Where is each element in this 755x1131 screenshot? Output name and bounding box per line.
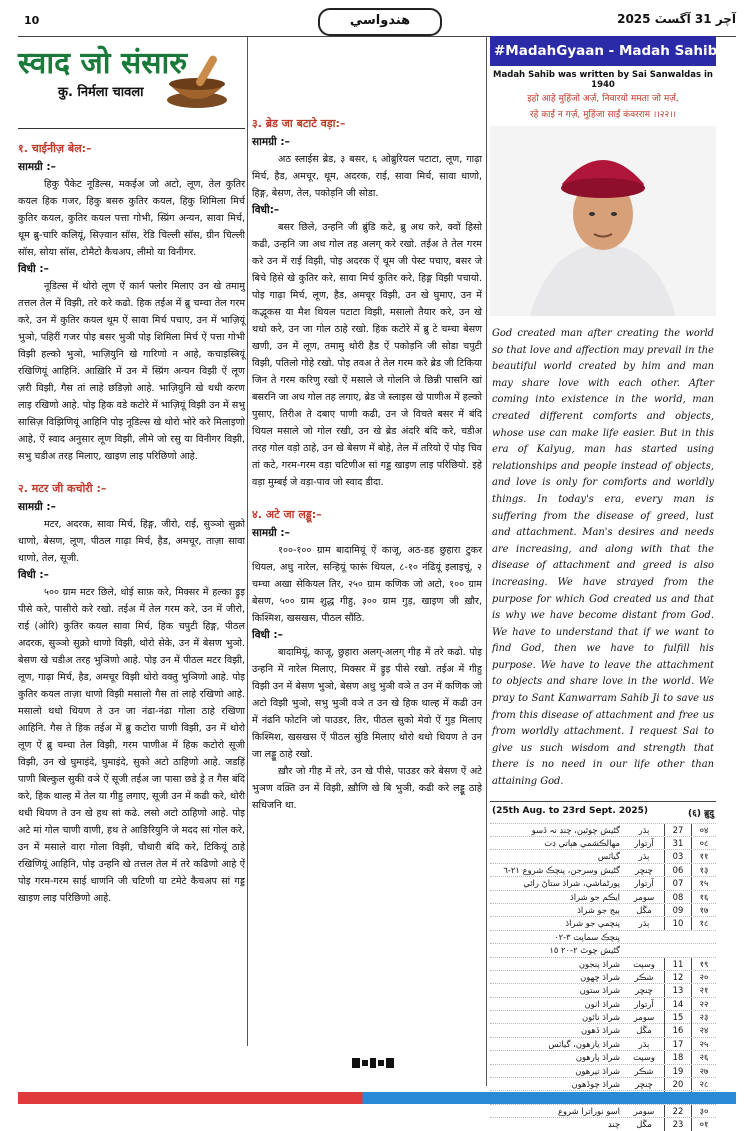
- issue-date: آچر 31 آگسٽ 2025: [617, 12, 736, 26]
- method-text: बादामियूं, काजू, छुहारा अलग्-अलग् गीह में तरे कढो. पोइ उन्हनि में नारेल मिलाए, मिक्सर में ड्रुइ पीसे रखो. तईअ में गीहु विझी उन में बेसण भुञो, बेसण अधु भुञी वञे त उन में कणिक जो अटो विझी भुञो, सभु भुञी वञे त उन खे हिक थाल्ह में कढी उन में नंढनि फोटनि जो पाउडर, तिर, पीठल सुको मेवो ऐं गुड़ मिलाए किश्मिश, खसखस ऐं पीठल सुंडि मिलाए थोरो थधो थियण ते उन जा लड्डू ठाहे रखो.: [252, 647, 482, 760]
- calendar-weekday: مڱل: [636, 904, 652, 915]
- sidebar-banner: #MadahGyaan - Madah Sahib Arth: [490, 36, 716, 66]
- calendar-event: ٻيج جو شراڌ: [577, 904, 620, 915]
- calendar-weekday: سومر: [633, 891, 655, 902]
- calendar-sindhi-date: २३: [699, 1012, 709, 1023]
- ingredients-label: सामग्री :–: [252, 136, 290, 148]
- calendar-sindhi-date: १७: [699, 904, 709, 915]
- calendar-row: [490, 1117, 716, 1130]
- calendar-row: [490, 1077, 716, 1090]
- calendar-header: [490, 802, 716, 823]
- calendar-english-date: 20: [664, 1078, 692, 1090]
- sindhi-verse-line-2: रहे काई न गर्ज़, मुहिंजा साईं कंवरराम ।।२२।।: [529, 110, 677, 120]
- calendar-event: گڻيش چوٿين، چنڊ نہ ڏسو: [531, 824, 620, 835]
- calendar-event: مهالڪشمي هٻاتي ڊٺ: [544, 838, 620, 849]
- calendar-sindhi-date: २४: [699, 1025, 709, 1036]
- calendar-row: [490, 1050, 716, 1063]
- calendar-english-date: 31: [664, 837, 692, 849]
- calendar-event: شراڌ ستون: [579, 985, 620, 996]
- calendar-event: شراڌ تيرهون: [575, 1065, 620, 1076]
- calendar-event: چنڊ: [607, 1119, 620, 1130]
- ingredients-text: १००-१०० ग्राम बादामियूं ऐं काजू, अठ-डह छुहारा टुकर थियल, अधु नारेल, सन्हियूं फारूं थियल, ८-१० नंढियूं इलाइचूं, २ चम्चा अखा सेकियल तिर, २५० ग्राम कणिक जो अटो, १०० ग्राम बेसण, ५०० ग्राम शुद्ध गीहु, ३०० ग्राम गुड़, खाइण जी ख़ौर, किश्मिश, खसखस, पीठल सौंठि.: [252, 545, 482, 624]
- calendar-sindhi-date: ०८: [699, 838, 709, 849]
- calendar-weekday: ٻڌر: [638, 851, 650, 862]
- ingredients-text: अठ स्लाईस ब्रेड, ३ बसर, ६ ओब्रुरियल पटाटा, लूण, गाढ़ा मिर्च, हैड, अमचूर, थूम, अदरक, राई, सावा मिर्च, सावा धाणो, हिङ्ग, बेसण, तेल, पकोड़नि जी सोडा.: [252, 154, 482, 199]
- method-text: बसर छिले, उन्हनि जी ब्रुंडि कटे, ब्रु अध करे, क्वों हिसो कढी, उन्हनि जा अध गोल तह अलग् करे रखो. तईअ ते तेल गरम करे उन में राई विझी, पोइ अदरक ऐं थूम जी पेस्ट पचाए, बसर जे बिचे हिसे खे कुतिर करे, सावा मिर्च कुतिर करे, हिङ्ग विझी पचायो. पोइ गाढ़ा मिर्च, लूण, हैड, अमचूर विझी, उन खे घुमाए, उन में कद्भूकस या मैश थियल पटाटा विझी, मसालो तैयार करे, उन खे थधो करे, उन जा गोल ठाहे रखो. हिक कटोरे में ब्रु टे चम्चा बेसण खणी, उन में लूण, तमामु थोरी हैड ऐं पकोड़नि जी सोडा चपुटी विझी, पतिलो गोहे रखो. पोइ तवअ ते तेल गरम करे ब्रेड जी टिकिया जिन ते गरम करिणु रखो ऐं मसाले जे गोलनि जे छिन्नी पासनि खां बसरनि जा अध गोल तह लगाए, ब्रेड जे स्लाइस खे पाणीअ में हल्को पुसाए, तिरीअ ते दबाए पाणी कढी, उन जे विचते बसर में बंदि थियल मसाले जो गोल रखी, उन खे ब्रेड अंदरि बंदि करे, चडीअ तरह गोल वड़ो ठाहे, उन खे बेसण में बोहे, तेल में तरियो ऐं पोइ चिव तां कटे, गरम-गरम वड़ा चटिणीअ सां गड्ड खाइण लाइ परिछियो. इहे वड़ा मुम्बई जे वड़ा-पाव जो स्वाद डीदा.: [252, 222, 483, 488]
- page-header: [18, 6, 736, 36]
- calendar-english-date: 08: [664, 891, 692, 903]
- calendar-row: [490, 903, 716, 916]
- title-rule: [18, 128, 245, 129]
- calendar-sindhi-date: ०४: [699, 824, 709, 835]
- calendar-english-date: 18: [664, 1051, 692, 1063]
- calendar-event: اسو نوراترا شروع: [558, 1105, 620, 1116]
- calendar-range: (25th Aug. to 23rd Sept. 2025): [492, 805, 649, 816]
- calendar-weekday: ٻڌر: [638, 1038, 650, 1049]
- calendar-sindhi-date: ३०: [699, 1105, 709, 1116]
- section-heading: २. मटर जी कचोरी :–: [18, 482, 107, 495]
- calendar-weekday: ڇنڇر: [635, 1079, 653, 1090]
- calendar-event: شراڌ اٺون: [584, 998, 620, 1009]
- calendar-english-date: 12: [664, 971, 692, 983]
- saint-portrait-image: [490, 126, 716, 316]
- calendar-row: [490, 823, 716, 836]
- calendar-english-date: 22: [664, 1105, 692, 1117]
- method-label: विधी :–: [252, 629, 283, 641]
- calendar-row: [490, 1064, 716, 1077]
- mortar-pestle-icon: [159, 50, 239, 110]
- calendar-event: شراڌ ڏهون: [581, 1025, 620, 1036]
- calendar-english-date: 09: [664, 904, 692, 916]
- article-column-2: [252, 36, 482, 1036]
- ingredients-text: मटर, अदरक, सावा मिर्च, हिङ्ग, जीरो, राई, सुञ्ञो सुक्रो धाणो, बेसण, लूण, पीठल गाढ़ा मिर्च, हैड, अमचूर, ताज़ा सावा धाणो, तेल, सूजी.: [18, 519, 245, 564]
- article-title: स्वाद जो संसारु: [18, 46, 188, 81]
- calendar-english-date: 13: [664, 984, 692, 996]
- calendar-event: پنچڪ سماپت ٣-٠٢: [554, 931, 620, 942]
- calendar-row: [490, 970, 716, 983]
- calendar-sindhi-date: १३: [699, 864, 709, 875]
- calendar-weekday: آرتوار: [634, 838, 654, 849]
- calendar-row: [490, 890, 716, 903]
- calendar-event: پنچمي جو شراڌ: [565, 918, 620, 929]
- column-divider: [486, 36, 487, 1086]
- method-label: विधी :–: [18, 569, 49, 581]
- calendar-row: [490, 1037, 716, 1050]
- page-number: 10: [24, 14, 40, 27]
- calendar-weekday: وسپت: [633, 958, 655, 969]
- calendar-event: شراڌ چوڏهون: [571, 1079, 620, 1090]
- calendar-row: [490, 1023, 716, 1036]
- calendar-sindhi-date: २१: [699, 985, 709, 996]
- calendar-event: ايڪم جو شراڌ: [569, 891, 620, 902]
- calendar-english-date: 23: [664, 1118, 692, 1130]
- calendar-sindhi-date: २२: [699, 998, 709, 1009]
- calendar-row: [490, 876, 716, 889]
- calendar-weekday: آرتوار: [634, 998, 654, 1009]
- madah-credit: Madah Sahib was written by Sai Sanwaldas in 1940: [493, 70, 713, 90]
- method-text-continued: ख़ौर जो गीह में तरे, उन खे पीसे, पाउडर करे बेसण ऐं अटे भुञण वक़्ति उन में विझी, ख़ौणि खे बि भुञी, कढी करे लड्डू ठाहे सधिजनि था.: [252, 766, 482, 811]
- calendar-rows: [490, 823, 716, 1131]
- calendar-english-date: 03: [664, 850, 692, 862]
- calendar-row: [490, 916, 716, 929]
- calendar-event: گڻيش وسرجن، پنچڪ شروع ٢١-٦: [503, 864, 620, 875]
- calendar-sindhi-date: २८: [699, 1079, 709, 1090]
- end-ornament-icon: [350, 1056, 396, 1070]
- calendar-row: [490, 836, 716, 849]
- calendar-table: [490, 801, 716, 1131]
- calendar-sindhi-date: १६: [699, 891, 709, 902]
- calendar-sindhi-date: ११: [699, 851, 709, 862]
- calendar-sindhi-date: २५: [699, 1038, 709, 1049]
- calendar-weekday: سومر: [633, 1012, 655, 1023]
- calendar-weekday: ٻڌر: [638, 918, 650, 929]
- calendar-row: [490, 930, 716, 943]
- section-heading: ३. ब्रेड जा बटाटे वड़ा:–: [252, 117, 346, 130]
- calendar-weekday: سومر: [633, 1105, 655, 1116]
- calendar-english-date: 16: [664, 1024, 692, 1036]
- calendar-row: [490, 1104, 716, 1117]
- ingredients-label: सामग्री :–: [252, 527, 290, 539]
- calendar-sindhi-date: १९: [699, 958, 709, 969]
- calendar-sindhi-date: २६: [699, 1052, 709, 1063]
- calendar-weekday: ٻڌر: [638, 824, 650, 835]
- calendar-weekday: ڇنڇر: [635, 864, 653, 875]
- calendar-row: [490, 1010, 716, 1023]
- sindhi-verse-line-1: इहो आहे मुहिंजो अर्ज़, निवारयो ममता जो मर्ज़,: [527, 94, 679, 104]
- calendar-row: [490, 863, 716, 876]
- calendar-row: [490, 849, 716, 862]
- ingredients-label: सामग्री :–: [18, 161, 56, 173]
- ingredients-text: हिकु पैकेट नूडिल्स, मकईअ जो अटो, लूण, तेल कुतिर कयल हिक गजर, हिकु बसरु कुतिर कयल, हिकु शिमिला मिर्च कुतिर कयल, कुतिर कयल पत्ता गोभी, स्प्रिंग अन्यन, सावा मिर्च, थूम ब्रु-चारि कलियूं, सिज़्वान सॉस, रेडि चिल्ली सॉस, ग्रीन चिल्ली सॉस, सोया सॉस, टोमैटो कैचअप, लीमो या विनीगर.: [18, 179, 245, 258]
- calendar-sindhi-date: २७: [699, 1065, 709, 1076]
- column-divider: [247, 36, 248, 1046]
- footer-color-bar: [18, 1092, 736, 1104]
- calendar-row: [490, 957, 716, 970]
- calendar-event: گياٽس: [597, 851, 620, 862]
- calendar-english-date: 06: [664, 864, 692, 876]
- newspaper-logo: هندواسي: [318, 8, 442, 36]
- calendar-english-date: 19: [664, 1065, 692, 1077]
- calendar-event: شراڌ يارهون، گياٽس: [548, 1038, 620, 1049]
- calendar-sindhi-date: १८: [699, 918, 709, 929]
- calendar-english-date: 10: [664, 917, 692, 929]
- calendar-event: گڻيش چوٿ ٢-٢٠ ١٥: [549, 945, 620, 956]
- section-heading: ४. अटे जा लड्डू:–: [252, 508, 322, 521]
- calendar-event: پورڻماشي، شراڌ ستاڻ رائي: [523, 878, 620, 889]
- section-heading: १. चाईनीज़ बेल:–: [18, 142, 92, 155]
- ingredients-label: सामग्री :–: [18, 501, 56, 513]
- calendar-weekday: ڇنڇر: [635, 985, 653, 996]
- calendar-weekday: شڪر: [634, 1065, 654, 1076]
- calendar-english-date: 14: [664, 998, 692, 1010]
- article-author: कु. निर्मला चावला: [58, 85, 144, 100]
- calendar-weekday: شڪر: [634, 971, 654, 982]
- calendar-row: [490, 943, 716, 956]
- calendar-english-date: 15: [664, 1011, 692, 1023]
- calendar-sindhi-date: २०: [699, 971, 709, 982]
- calendar-weekday: مڱل: [636, 1025, 652, 1036]
- sidebar-column: [490, 36, 755, 1130]
- calendar-sindhi-date: ०१: [699, 1119, 709, 1130]
- calendar-english-date: 17: [664, 1038, 692, 1050]
- calendar-english-date: 27: [664, 824, 692, 836]
- calendar-event: شراڌ ٻارهون: [575, 1052, 620, 1063]
- article-title-block: [18, 44, 245, 126]
- calendar-row: [490, 997, 716, 1010]
- calendar-event: شراڌ ڇهون: [580, 971, 620, 982]
- method-label: विधी:–: [252, 204, 280, 216]
- method-text: नूडिल्स में थोरो लूण ऐं कार्न फ्लोर मिलाए उन खे तमामु तत्तल तेल में विझी, तरे करे कढो. हिक तईअ में ब्रु चम्चा तेल गरम करे, उन में कुतिर कयल थूम ऐं सावा मिर्च पचाए, उन में भाज़ियूं भुञो, पहिरीं गजर पोइ बसर भुञी पोइ शिमिला मिर्च ऐं पत्ता गोभी विझी हल्को भुञो, भाज़ियुनि खे गारिणो न आहे, कचाइस्त्रियूं रखिणियूं आहिनि. आख़िरि में उन में स्प्रिंग अन्यन विझी ऐं लूण ज़री विझी, गैस तां लाहे छडिज़ो आहे. भाज़ियुनि खे थधी करण लाइ रखिणो आहे. पोइ हिक वडे कटोरे में भाज़ियूं विझी उन में सभु सासिज़ विझिणियूं आहिनि पोइ नूडिल्स खे थोरो भोरे करे मिलाइणो आहे, ऐं स्वाद अनुसार लूण विझी, लीमे जो रसु या विनीगर विझी, सभु चडीअ तरह मिलाए, खाइण लाइ परिछिणो आहे.: [18, 281, 245, 462]
- calendar-event: شراڌ پنجون: [578, 958, 620, 969]
- calendar-weekday: وسپت: [633, 1052, 655, 1063]
- method-text: ५०० ग्राम मटर छिले, धोई साफ़ करे, मिक्सर में हल्का ड्रुइ पीसे करे, पासीरो करे रखो. तईअ में तेल गरम करे, उन में जीरो, राई (ओरि) कुतिर कयल सावा मिर्च, हिक चपुटी हिङ्ग, पीठल अदरक, सुञ्ञो सुक्रो धाणो विझी, थोरो सेके, उन में बेसण भुञो. बेसण खे चडीअ तरह भुञिणो आहे. पोइ उन में पीठल मटर विझी, लूण, गाढ़ा मिर्च, हैड, अमचूर विझी थोरो वक्तु भुञिणो आहे. पोइ कुतिर कयल ताज़ा धाणो विझी मसालो गैस तां लाहे रखिणो आहे. मसालो थधो थियण ते उन जा नंढा-नंढा गोला ठाहे रखिणा आहिनि. गैस ते हिक तईअ में ब्रु कटोरा पाणी विझी, उन में थोरो लूण ऐं ब्रु चम्चा तेल विझी, गरम पाणीअ में हिक कटोरो सूजी विझी, उन खे घुमाइंदे, घुमाइंदे, सुको अटो ठाहिणो आहे. जडहिं पाणी बिल्कुल सुकी वञे ऐं सूजी तईअ जा पासा छडे ड्रे त गैस बंदि करे, हिक थाल्ह में तेल या गीहु लगाए, सूजी उन में कढी करे, थोरी थधी थियण ते उन खे हथ सां कढे. लसो अटो ठाहिणो आहे. पोइ अटे मां गोल चाणी वाणी, हथ ते आङिरियुनि जे मदद सां गोल करे, उन में मसाले वारा गोला विझी, चौधारी बंदि करे, टिकियूं ठाहे रखिणियूं आहिनि, पोइ उन्हनि खे तत्तल तेल में तरे कढिणो आहे ऐं पोइ गरम-गरम साई धाणनि जी चटिणी या टमेटे कैचअप सां गड्ड खाइण लाइ परिछिणो आहे.: [18, 587, 245, 904]
- calendar-english-date: 07: [664, 877, 692, 889]
- calendar-english-date: 11: [664, 958, 692, 970]
- calendar-sindhi-date: १५: [699, 878, 709, 889]
- calendar-weekday: مڱل: [636, 1119, 652, 1130]
- calendar-weekday: آرتوار: [634, 878, 654, 889]
- english-commentary: God created man after creating the world so that love and affection may prevail in the beautiful world created by him and man may share love with each other. After coming into existence in the world, man created different comforts and objects, whose use can make life easier. But in this era of Kalyug, man has started using relationships and people instead of objects, and love is only for comforts and worldly things. In today's era, every man is suffering from the disease of greed, lust and attachment. Man's desires and needs are increasing, and along with that the disease of attachment and greed is also increasing. We have strayed from the purpose for which God created us and that is why we have become distant from God. We have to understand that if we want to find God, then we have to fulfill his purpose. We have to leave the attachment to objects and share love in the world. We pray to Sant Kanwarram Sahib Ji to save us from this disease of attachment and free us from worldly attachment. I request Sai to give us such wisdom and strength that there is no need in our life other than attaining God.: [492, 328, 714, 788]
- calendar-month: (६) ब्रुदु: [688, 808, 714, 819]
- article-column-1: [18, 36, 245, 1086]
- calendar-row: [490, 983, 716, 996]
- calendar-event: شراڌ نائون: [581, 1012, 620, 1023]
- method-label: विधी :–: [18, 263, 49, 275]
